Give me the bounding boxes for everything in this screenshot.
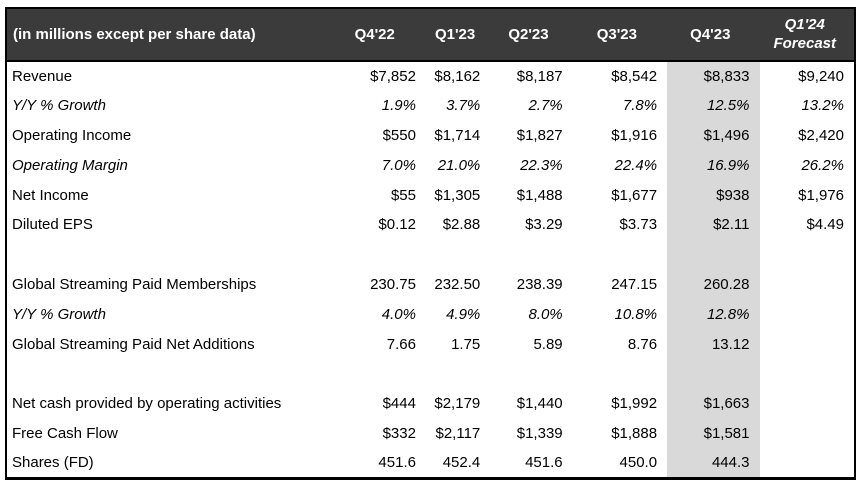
- cell: 7.0%: [381, 156, 416, 174]
- cell-forecast: $2,420: [798, 126, 844, 144]
- cell-forecast: [760, 359, 856, 389]
- cell: [426, 359, 490, 389]
- cell: $1,488: [516, 186, 563, 204]
- table-row-free-cash-flow: [6, 419, 855, 449]
- cell: 3.7%: [446, 97, 481, 115]
- table-row-global-streaming-paid-net-additions: [6, 329, 855, 359]
- cell-forecast: [760, 270, 856, 300]
- cell: 4.0%: [381, 305, 416, 323]
- cell-highlighted: $8,833: [667, 61, 759, 91]
- header-col-q1-23: Q1'23: [426, 8, 490, 61]
- cell-forecast: [760, 448, 856, 478]
- table-row-shares-fd: [6, 448, 855, 478]
- cell-forecast: [760, 389, 856, 419]
- cell: $7,852: [370, 67, 416, 85]
- cell: 21.0%: [437, 156, 481, 174]
- cell: [490, 240, 572, 270]
- cell: $1,916: [611, 126, 658, 144]
- cell: $1,440: [516, 395, 563, 413]
- cell: [330, 359, 426, 389]
- cell-highlighted: [667, 240, 759, 270]
- row-label: [6, 240, 330, 270]
- header-col-q3-23: Q3'23: [573, 8, 667, 61]
- header-col-q4-23: Q4'23: [667, 8, 759, 61]
- cell: $0.12: [378, 216, 416, 234]
- cell: $3.29: [525, 216, 563, 234]
- cell: $1,992: [611, 395, 658, 413]
- row-label: Global Streaming Paid Memberships: [12, 275, 257, 293]
- cell-highlighted: 444.3: [667, 448, 759, 478]
- cell-highlighted: $1,663: [667, 389, 759, 419]
- cell: $8,542: [611, 67, 658, 85]
- financial-summary-table: [5, 7, 856, 480]
- cell: [330, 240, 426, 270]
- cell-highlighted: $2.11: [667, 210, 759, 240]
- table-row-memberships-growth: [6, 299, 855, 329]
- cell: 22.4%: [614, 156, 658, 174]
- table-row-diluted-eps: [6, 210, 855, 240]
- cell: 22.3%: [520, 156, 563, 174]
- forecast-header-line1: Q1'24: [784, 15, 825, 33]
- table-row-net-income: [6, 180, 855, 210]
- cell: 232.50: [434, 275, 481, 293]
- row-label: Net cash provided by operating activities: [12, 395, 282, 413]
- cell: $3.73: [619, 216, 658, 234]
- cell: $1,827: [516, 126, 563, 144]
- cell: $1,305: [434, 186, 481, 204]
- cell: 451.6: [378, 454, 416, 471]
- table-row-separator: [6, 240, 855, 270]
- cell-highlighted: [667, 359, 759, 389]
- cell: 7.66: [386, 335, 416, 353]
- cell: $1,339: [516, 424, 563, 442]
- cell-highlighted: 12.8%: [667, 299, 759, 329]
- row-label: Diluted EPS: [12, 216, 93, 234]
- cell: 2.7%: [528, 97, 563, 115]
- table-row-operating-income: [6, 121, 855, 151]
- cell: 230.75: [370, 275, 416, 293]
- cell-forecast: $4.49: [806, 216, 844, 234]
- cell: 451.6: [525, 454, 563, 471]
- cell-highlighted: $1,581: [667, 419, 759, 449]
- cell: $8,162: [434, 67, 481, 85]
- cell: $1,888: [611, 424, 658, 442]
- row-label: Y/Y % Growth: [12, 97, 106, 115]
- table-row-global-streaming-paid-memberships: [6, 270, 855, 300]
- row-label: Operating Income: [12, 126, 132, 144]
- cell-highlighted: 12.5%: [667, 91, 759, 121]
- cell: $2,117: [435, 424, 481, 442]
- cell-forecast: 26.2%: [801, 156, 844, 174]
- cell: [573, 240, 667, 270]
- cell-forecast: [760, 240, 856, 270]
- table-title-units-label: (in millions except per share data): [6, 8, 330, 61]
- cell: 238.39: [516, 275, 563, 293]
- cell-highlighted: $1,496: [667, 121, 759, 151]
- cell: $1,714: [434, 126, 481, 144]
- cell: 8.76: [627, 335, 658, 353]
- cell-forecast: $9,240: [798, 67, 844, 85]
- row-label: Free Cash Flow: [12, 424, 118, 442]
- cell-forecast: [760, 419, 856, 449]
- table-row-operating-margin: [6, 150, 855, 180]
- cell-highlighted: 16.9%: [667, 150, 759, 180]
- table-row-net-cash-operating-activities: [6, 389, 855, 419]
- cell: $550: [382, 126, 416, 144]
- cell: [426, 240, 490, 270]
- cell-highlighted: 260.28: [667, 270, 759, 300]
- cell: 8.0%: [528, 305, 563, 323]
- row-label: [6, 359, 330, 389]
- cell: 247.15: [611, 275, 658, 293]
- cell: $8,187: [516, 67, 563, 85]
- cell: 1.9%: [381, 97, 416, 115]
- cell: $2,179: [434, 395, 481, 413]
- cell: 10.8%: [614, 305, 658, 323]
- cell: $1,677: [611, 186, 658, 204]
- cell: $55: [390, 186, 416, 204]
- forecast-header-line2: Forecast: [773, 34, 837, 52]
- cell-forecast: 13.2%: [801, 97, 844, 115]
- row-label: Global Streaming Paid Net Additions: [12, 335, 255, 353]
- row-label: Net Income: [12, 186, 89, 204]
- cell: $444: [382, 395, 416, 413]
- cell: [573, 359, 667, 389]
- header-col-q2-23: Q2'23: [490, 8, 572, 61]
- table-row-revenue-growth: [6, 91, 855, 121]
- cell-highlighted: 13.12: [667, 329, 759, 359]
- cell: $332: [382, 424, 416, 442]
- header-col-q1-24-forecast: [760, 8, 856, 61]
- header-row: [6, 8, 855, 61]
- cell: 450.0: [619, 454, 658, 471]
- cell: $2.88: [442, 216, 481, 234]
- cell: 7.8%: [622, 97, 658, 115]
- row-label: Operating Margin: [12, 156, 128, 174]
- table-row-revenue: [6, 61, 855, 91]
- cell-highlighted: $938: [667, 180, 759, 210]
- row-label: Y/Y % Growth: [12, 305, 106, 323]
- cell-forecast: [760, 299, 856, 329]
- table-row-separator: [6, 359, 855, 389]
- cell-forecast: $1,976: [798, 186, 844, 204]
- cell: 5.89: [533, 335, 563, 353]
- row-label: Shares (FD): [12, 454, 94, 471]
- cell: 452.4: [442, 454, 481, 471]
- cell: [490, 359, 572, 389]
- header-col-q4-22: Q4'22: [330, 8, 426, 61]
- financial-summary-table-container: [5, 7, 856, 480]
- cell-forecast: [760, 329, 856, 359]
- row-label: Revenue: [12, 67, 73, 85]
- cell: 4.9%: [446, 305, 481, 323]
- cell: 1.75: [451, 335, 481, 353]
